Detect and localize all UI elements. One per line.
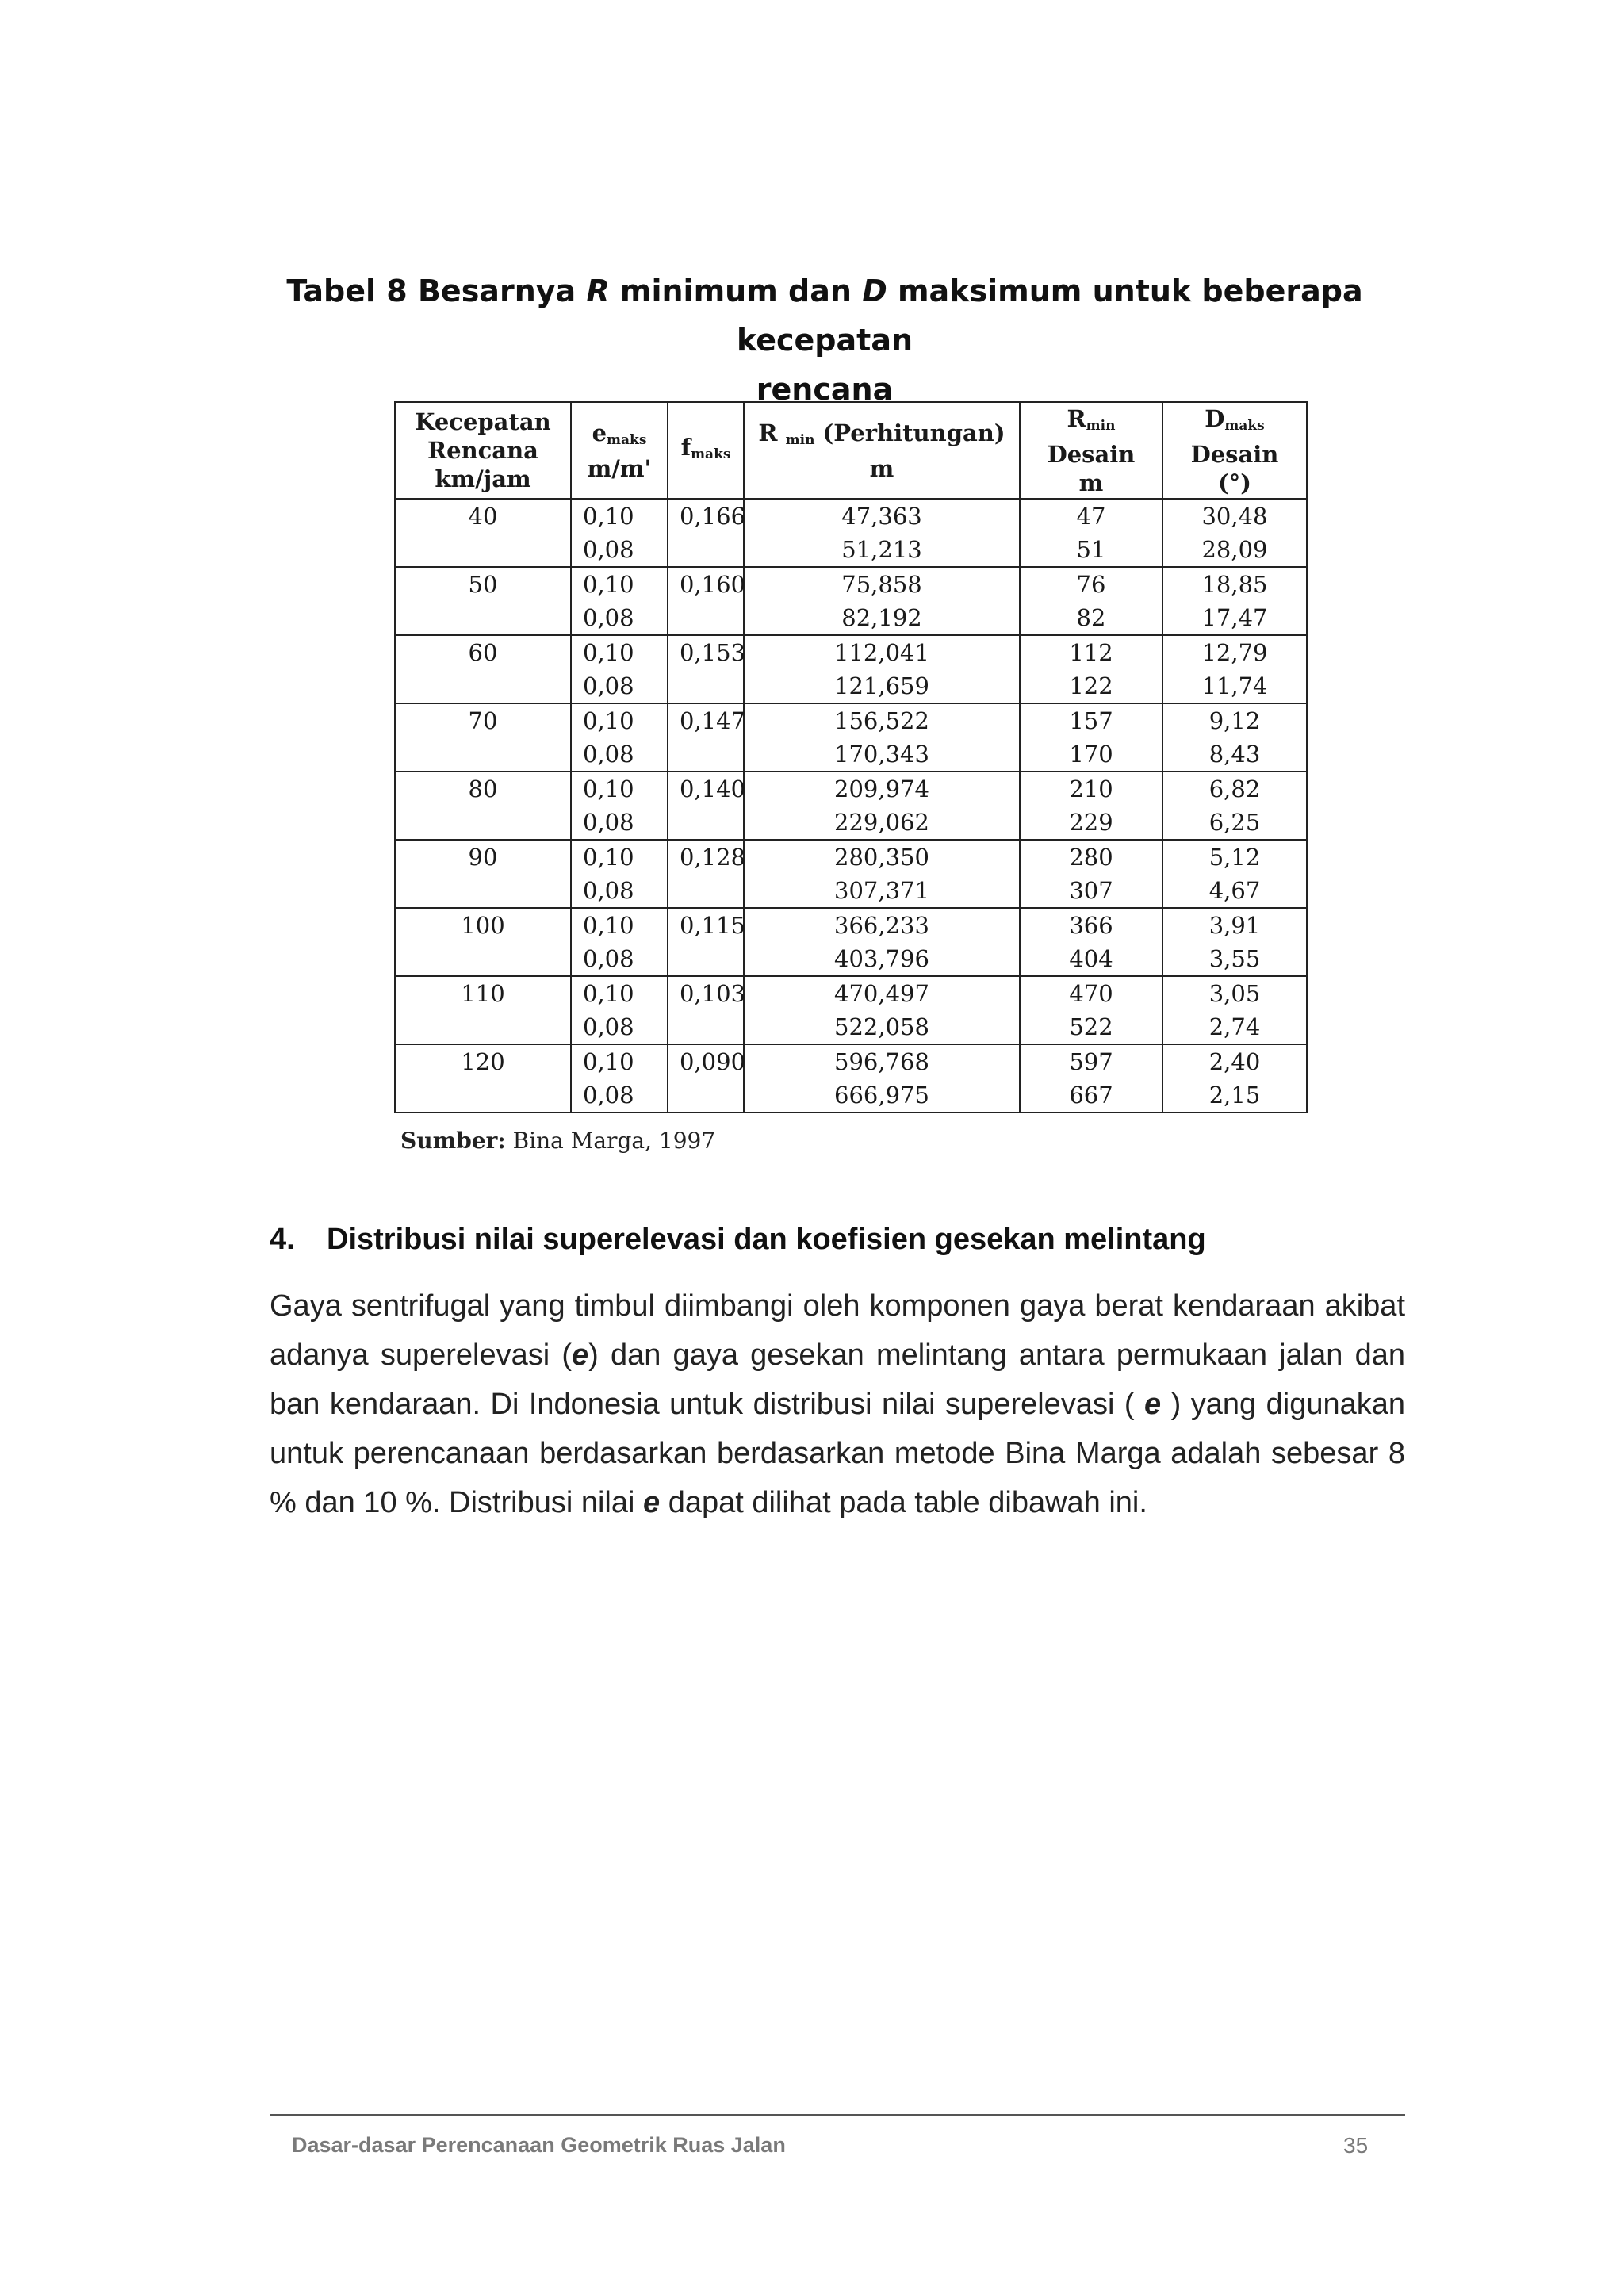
cell-e-max: 0,10 0,08 xyxy=(571,567,668,635)
section-title: Distribusi nilai superelevasi dan koefisien gesekan melintang xyxy=(327,1223,1206,1256)
cell-r-min-design: 597 667 xyxy=(1020,1044,1162,1113)
cell-r-min-design: 112 122 xyxy=(1020,635,1162,703)
table-row xyxy=(395,567,1307,635)
cell-f-max: 0,166 xyxy=(668,499,744,567)
cell-f-max: 0,153 xyxy=(668,635,744,703)
table-row xyxy=(395,772,1307,840)
header-speed: Kecepatan Rencana km/jam xyxy=(395,402,571,499)
table-row xyxy=(395,908,1307,976)
body-paragraph: Gaya sentrifugal yang timbul diimbangi oleh komponen gaya berat kendaraan akibat adanya superelevasi (e) dan gaya gesekan melintang antara permukaan jalan dan ban kendaraan. Di Indonesia untuk distribusi nilai superelevasi ( e ) yang digunakan untuk perencanaan berdasarkan berdasarkan metode Bina Marga adalah sebesar 8 % dan 10 %. Distribusi nilai e dapat dilihat pada table dibawah ini. xyxy=(270,1289,1405,1519)
table-caption xyxy=(262,266,1388,414)
section-number: 4. xyxy=(270,1223,295,1256)
page-number: 35 xyxy=(1343,2133,1369,2158)
footer-title: Dasar-dasar Perencanaan Geometrik Ruas Jalan xyxy=(292,2133,786,2157)
cell-r-min-calc: 47,363 51,213 xyxy=(744,499,1020,567)
cell-r-min-calc: 156,522 170,343 xyxy=(744,703,1020,772)
caption-text: maksimum untuk beberapa kecepatan xyxy=(736,274,1363,358)
cell-f-max: 0,090 xyxy=(668,1044,744,1113)
cell-r-min-design: 280 307 xyxy=(1020,840,1162,908)
table-row xyxy=(395,499,1307,567)
cell-r-min-design: 366 404 xyxy=(1020,908,1162,976)
section-heading xyxy=(270,1223,1206,1257)
caption-text-line2: rencana xyxy=(756,372,894,407)
table-row xyxy=(395,976,1307,1044)
cell-r-min-calc: 112,041 121,659 xyxy=(744,635,1020,703)
table-row xyxy=(395,703,1307,772)
cell-r-min-calc: 209,974 229,062 xyxy=(744,772,1020,840)
cell-r-min-calc: 366,233 403,796 xyxy=(744,908,1020,976)
footer-divider xyxy=(270,2114,1405,2116)
header-e-max: $e_{maks}$ m/m' xyxy=(571,402,668,499)
table-row xyxy=(395,840,1307,908)
cell-e-max: 0,10 0,08 xyxy=(571,976,668,1044)
cell-r-min-design: 76 82 xyxy=(1020,567,1162,635)
caption-r-symbol: R xyxy=(586,274,610,308)
cell-e-max: 0,10 0,08 xyxy=(571,703,668,772)
cell-e-max: 0,10 0,08 xyxy=(571,840,668,908)
cell-d-max-design: 3,05 2,74 xyxy=(1162,976,1307,1044)
caption-text: minimum dan xyxy=(609,274,863,308)
cell-speed: 80 xyxy=(395,772,571,840)
cell-e-max: 0,10 0,08 xyxy=(571,1044,668,1113)
header-r-min-design: $R_{min}$ Desain m xyxy=(1020,402,1162,499)
cell-r-min-calc: 280,350 307,371 xyxy=(744,840,1020,908)
header-r-min-calc: R $_{min}$ (Perhitungan) m xyxy=(744,402,1020,499)
cell-f-max: 0,103 xyxy=(668,976,744,1044)
cell-d-max-design: 3,91 3,55 xyxy=(1162,908,1307,976)
cell-f-max: 0,128 xyxy=(668,840,744,908)
cell-speed: 110 xyxy=(395,976,571,1044)
cell-f-max: 0,160 xyxy=(668,567,744,635)
cell-r-min-calc: 470,497 522,058 xyxy=(744,976,1020,1044)
cell-d-max-design: 30,48 28,09 xyxy=(1162,499,1307,567)
cell-speed: 100 xyxy=(395,908,571,976)
cell-e-max: 0,10 0,08 xyxy=(571,908,668,976)
cell-r-min-calc: 596,768 666,975 xyxy=(744,1044,1020,1113)
cell-r-min-design: 157 170 xyxy=(1020,703,1162,772)
table-source: Sumber: Bina Marga, 1997 xyxy=(400,1128,716,1154)
cell-speed: 70 xyxy=(395,703,571,772)
cell-e-max: 0,10 0,08 xyxy=(571,499,668,567)
cell-r-min-design: 470 522 xyxy=(1020,976,1162,1044)
cell-r-min-calc: 75,858 82,192 xyxy=(744,567,1020,635)
cell-d-max-design: 18,85 17,47 xyxy=(1162,567,1307,635)
table-row xyxy=(395,1044,1307,1113)
table-header-row xyxy=(395,402,1307,499)
radius-degree-table xyxy=(394,401,1308,1113)
cell-r-min-design: 47 51 xyxy=(1020,499,1162,567)
cell-f-max: 0,140 xyxy=(668,772,744,840)
cell-d-max-design: 9,12 8,43 xyxy=(1162,703,1307,772)
header-f-max: $f_{maks}$ xyxy=(668,402,744,499)
cell-d-max-design: 12,79 11,74 xyxy=(1162,635,1307,703)
cell-d-max-design: 5,12 4,67 xyxy=(1162,840,1307,908)
header-d-max-design: $D_{maks}$ Desain (°) xyxy=(1162,402,1307,499)
caption-text: Tabel 8 Besarnya xyxy=(286,274,587,308)
cell-f-max: 0,147 xyxy=(668,703,744,772)
cell-e-max: 0,10 0,08 xyxy=(571,772,668,840)
cell-speed: 60 xyxy=(395,635,571,703)
caption-d-symbol: D xyxy=(862,274,887,308)
cell-d-max-design: 6,82 6,25 xyxy=(1162,772,1307,840)
table-row xyxy=(395,635,1307,703)
cell-speed: 50 xyxy=(395,567,571,635)
cell-r-min-design: 210 229 xyxy=(1020,772,1162,840)
cell-e-max: 0,10 0,08 xyxy=(571,635,668,703)
cell-speed: 90 xyxy=(395,840,571,908)
cell-d-max-design: 2,40 2,15 xyxy=(1162,1044,1307,1113)
cell-f-max: 0,115 xyxy=(668,908,744,976)
cell-speed: 40 xyxy=(395,499,571,567)
cell-speed: 120 xyxy=(395,1044,571,1113)
